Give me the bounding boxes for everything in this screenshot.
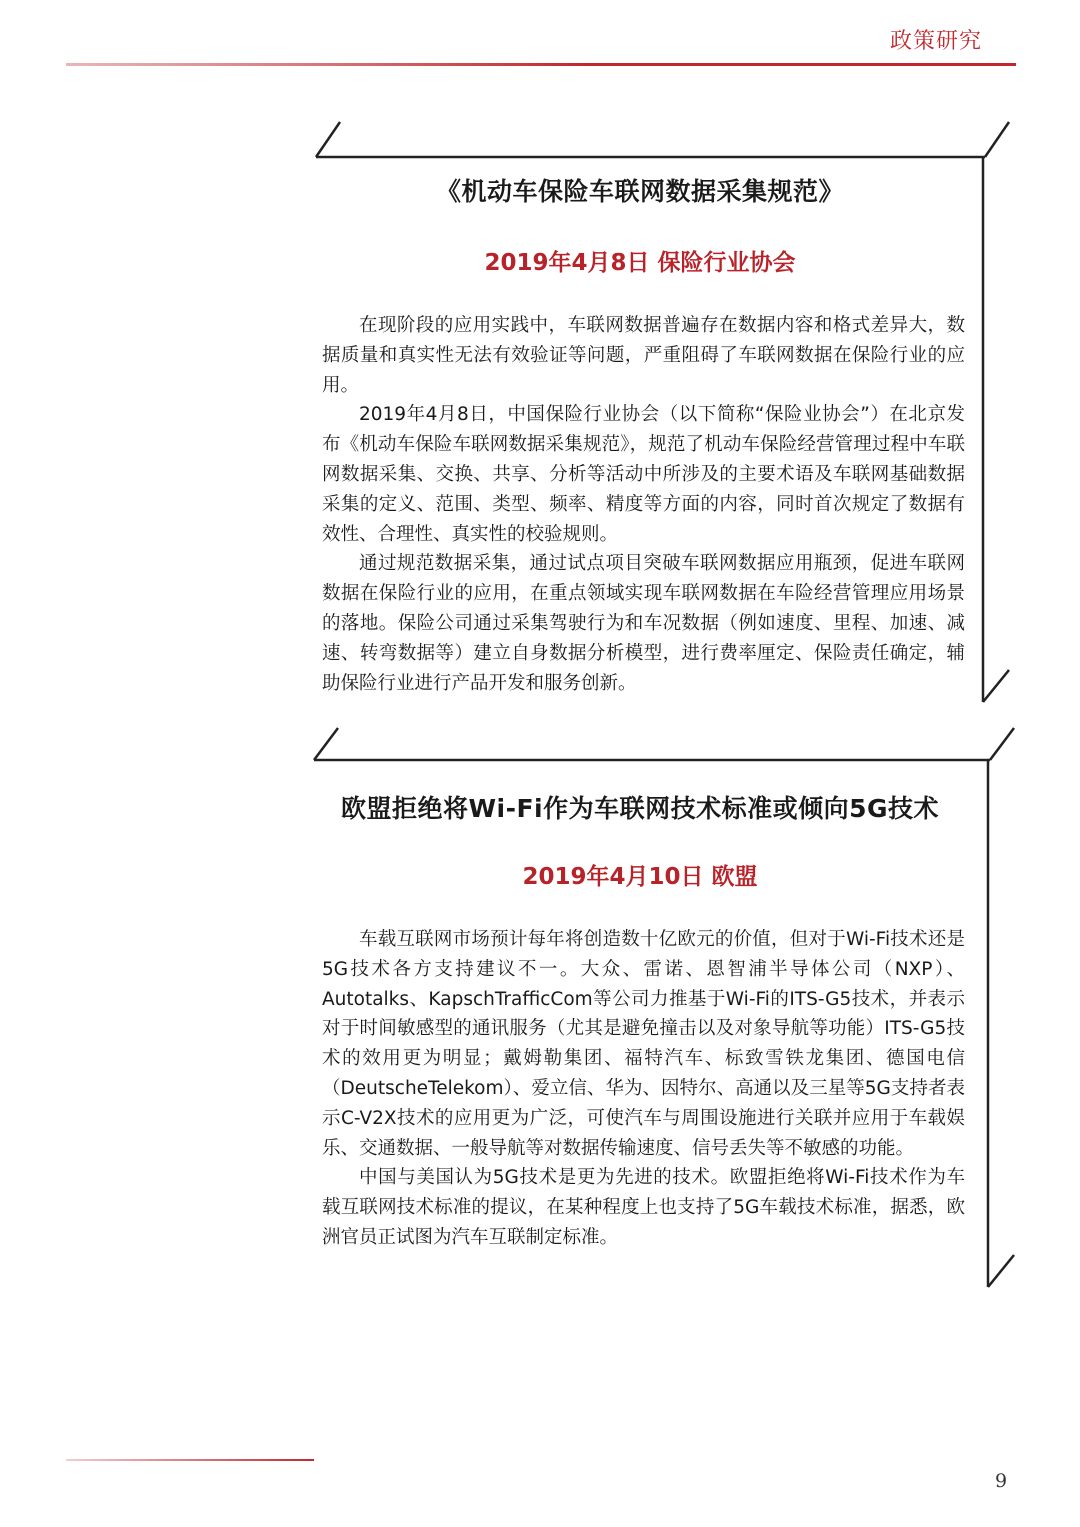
article-title: 《机动车保险车联网数据采集规范》 <box>435 177 844 206</box>
header-rule <box>66 63 1016 66</box>
page-number: 9 <box>995 1470 1008 1492</box>
paragraph: 中国与美国认为5G技术是更为先进的技术。欧盟拒绝将Wi-Fi技术作为车载互联网技术标准的提议，在某种程度上也支持了5G车载技术标准，据悉，欧洲官员正试图为汽车互联制定标准。 <box>322 1167 965 1248</box>
paragraph: 通过规范数据采集，通过试点项目突破车联网数据应用瓶颈，促进车联网数据在保险行业的应用，在重点领域实现车联网数据在车险经营管理应用场景的落地。保险公司通过采集驾驶行为和车况数据（例如速度、里程、加速、减速、转弯数据等）建立自身数据分析模型，进行费率厘定、保险责任确定，辅助保险行业进行产品开发和服务创新。 <box>322 553 965 694</box>
article-title: 欧盟拒绝将Wi-Fi作为车联网技术标准或倾向5G技术 <box>340 794 940 823</box>
section-label: 政策研究 <box>890 29 983 54</box>
paragraph: 车载互联网市场预计每年将创造数十亿欧元的价值，但对于Wi-Fi技术还是5G技术各方支持建议不一。大众、雷诺、恩智浦半导体公司（NXP）、Autotalks、KapschTrafficCom等公司力推基于Wi-Fi的ITS-G5技术，并表示对于时间敏感型的通讯服务（尤其是避免撞击以及对象导航等功能）ITS-G5技术的效用更为明显；戴姆勒集团、福特汽车、标致雪铁龙集团、德国电信（DeutscheTelekom）、爱立信、华为、因特尔、高通以及三星等5G支持者表示C-V2X技术的应用更为广泛，可使汽车与周围设施进行关联并应用于车载娱乐、交通数据、一般导航等对数据传输速度、信号丢失等不敏感的功能。 <box>322 929 965 1159</box>
paragraph: 2019年4月8日，中国保险行业协会（以下简称“保险业协会”）在北京发布《机动车保险车联网数据采集规范》，规范了机动车保险经营管理过程中车联网数据采集、交换、共享、分析等活动中所涉及的主要术语及车联网基础数据采集的定义、范围、类型、频率、精度等方面的内容，同时首次规定了数据有效性、合理性、真实性的校验规则。 <box>322 404 965 545</box>
paragraph: 在现阶段的应用实践中，车联网数据普遍存在数据内容和格式差异大，数据质量和真实性无法有效验证等问题，严重阻碍了车联网数据在保险行业的应用。 <box>322 315 965 396</box>
article-date-source: 2019年4月10日 欧盟 <box>522 864 758 890</box>
article-body <box>322 925 965 1253</box>
article-date-source: 2019年4月8日 保险行业协会 <box>484 250 796 276</box>
footer-rule <box>66 1459 314 1461</box>
article-body <box>322 311 965 698</box>
